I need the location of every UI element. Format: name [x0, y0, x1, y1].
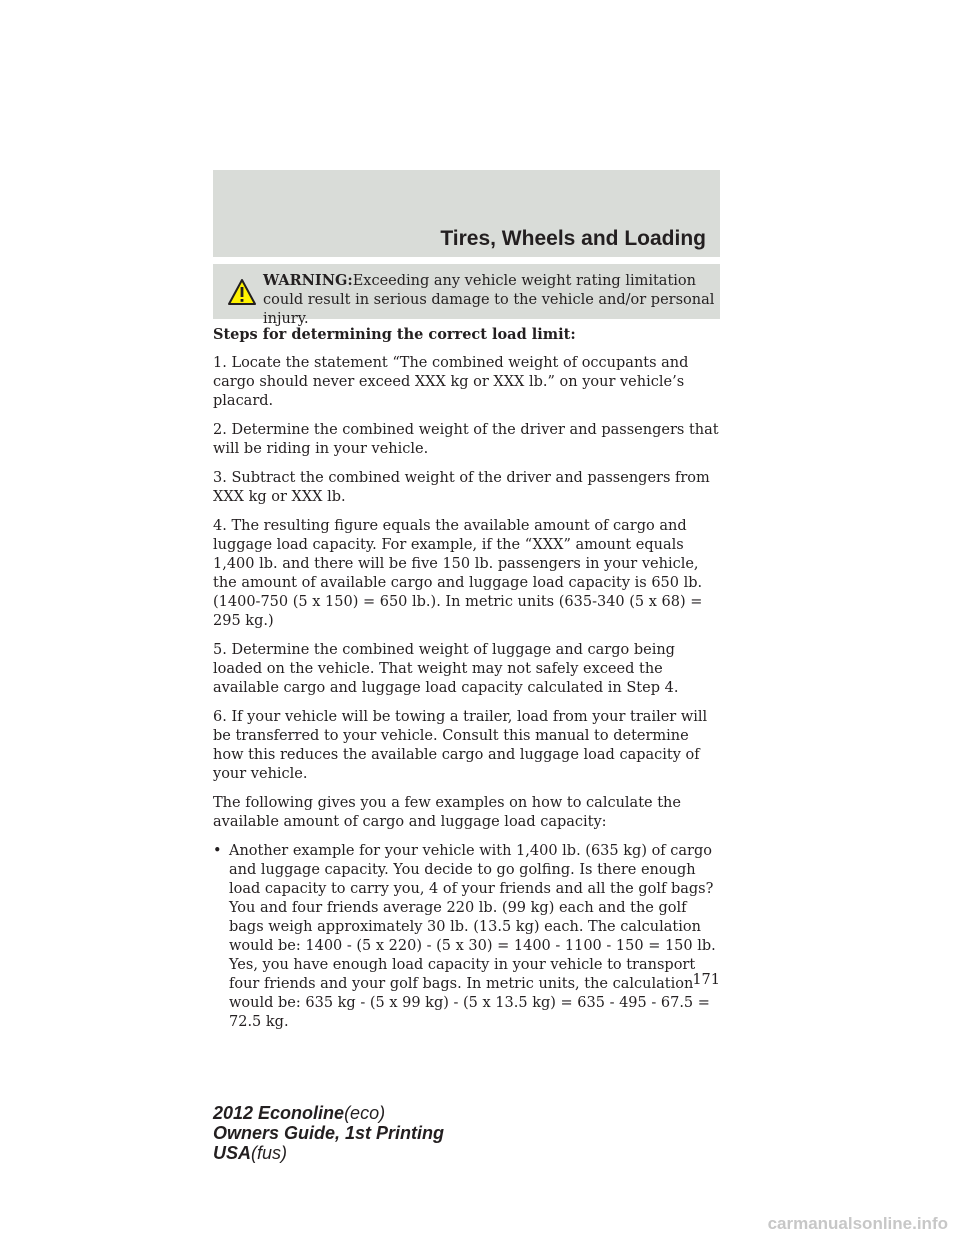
section-title: Tires, Wheels and Loading	[440, 227, 706, 250]
section-header-band	[213, 170, 720, 257]
warning-text	[263, 271, 715, 329]
example-bullet-text: Another example for your vehicle with 1,400 lb. (635 kg) of cargo and luggage capacity. You decide to go golfing. Is there enough load capacity to carry you, 4 of your friends and all the golf bags? You and four friends average 220 lb. (99 kg) each and the golf bags weigh approximately 30 lb. (13.5 kg) each. The calculation would be: 1400 - (5 x 220) - (5 x 30) = 1400 - 1100 - 150 = 150 lb. Yes, you have enough load capacity in your vehicle to transport four friends and your golf bags. In metric units, the calculation would be: 635 kg - (5 x 99 kg) - (5 x 13.5 kg) = 635 - 495 - 67.5 = 72.5 kg.	[229, 843, 716, 1030]
warning-message: Exceeding any vehicle weight rating limitation could result in serious damage to the vehicle and/or personal injury.	[263, 273, 715, 327]
examples-intro: The following gives you a few examples on how to calculate the available amount of cargo and luggage load capacity:	[213, 795, 681, 830]
bullet-glyph: •	[213, 843, 222, 859]
load-limit-subhead: Steps for determining the correct load limit:	[213, 326, 576, 343]
footer-printing: Owners Guide, 1st Printing	[213, 1123, 445, 1143]
warning-box	[213, 264, 720, 327]
step-2: 2. Determine the combined weight of the driver and passengers that will be riding in your vehicle.	[213, 422, 719, 457]
watermark: carmanualsonline.info	[767, 1214, 948, 1233]
main-content	[213, 325, 723, 1032]
example-bullet	[213, 842, 723, 1032]
footer-region-code: (fus)	[251, 1143, 288, 1163]
footer-model: 2012 Econoline	[213, 1103, 345, 1123]
footer-model-code: (eco)	[344, 1103, 386, 1123]
page-number: 171	[692, 972, 720, 988]
warning-label: WARNING:	[263, 272, 353, 289]
step-5: 5. Determine the combined weight of luggage and cargo being loaded on the vehicle. That weight may not safely exceed the available cargo and luggage load capacity calculated in Step 4.	[213, 642, 679, 696]
step-1: 1. Locate the statement “The combined weight of occupants and cargo should never exceed XXX kg or XXX lb.” on your vehicle’s placard.	[213, 355, 689, 409]
warning-triangle-icon	[227, 278, 257, 306]
footer-edition	[213, 1103, 444, 1163]
step-3: 3. Subtract the combined weight of the driver and passengers from XXX kg or XXX lb.	[213, 470, 710, 505]
step-6: 6. If your vehicle will be towing a trailer, load from your trailer will be transferred to your vehicle. Consult this manual to determine how this reduces the available cargo and luggage load capacity of your vehicle.	[213, 709, 708, 782]
footer-region: USA	[213, 1143, 252, 1163]
step-4: 4. The resulting figure equals the available amount of cargo and luggage load capacity. For example, if the “XXX” amount equals 1,400 lb. and there will be five 150 lb. passengers in your vehicle, the amount of available cargo and luggage load capacity is 650 lb. (1400-750 (5 x 150) = 650 lb.). In metric units (635-340 (5 x 68) = 295 kg.)	[213, 518, 703, 629]
